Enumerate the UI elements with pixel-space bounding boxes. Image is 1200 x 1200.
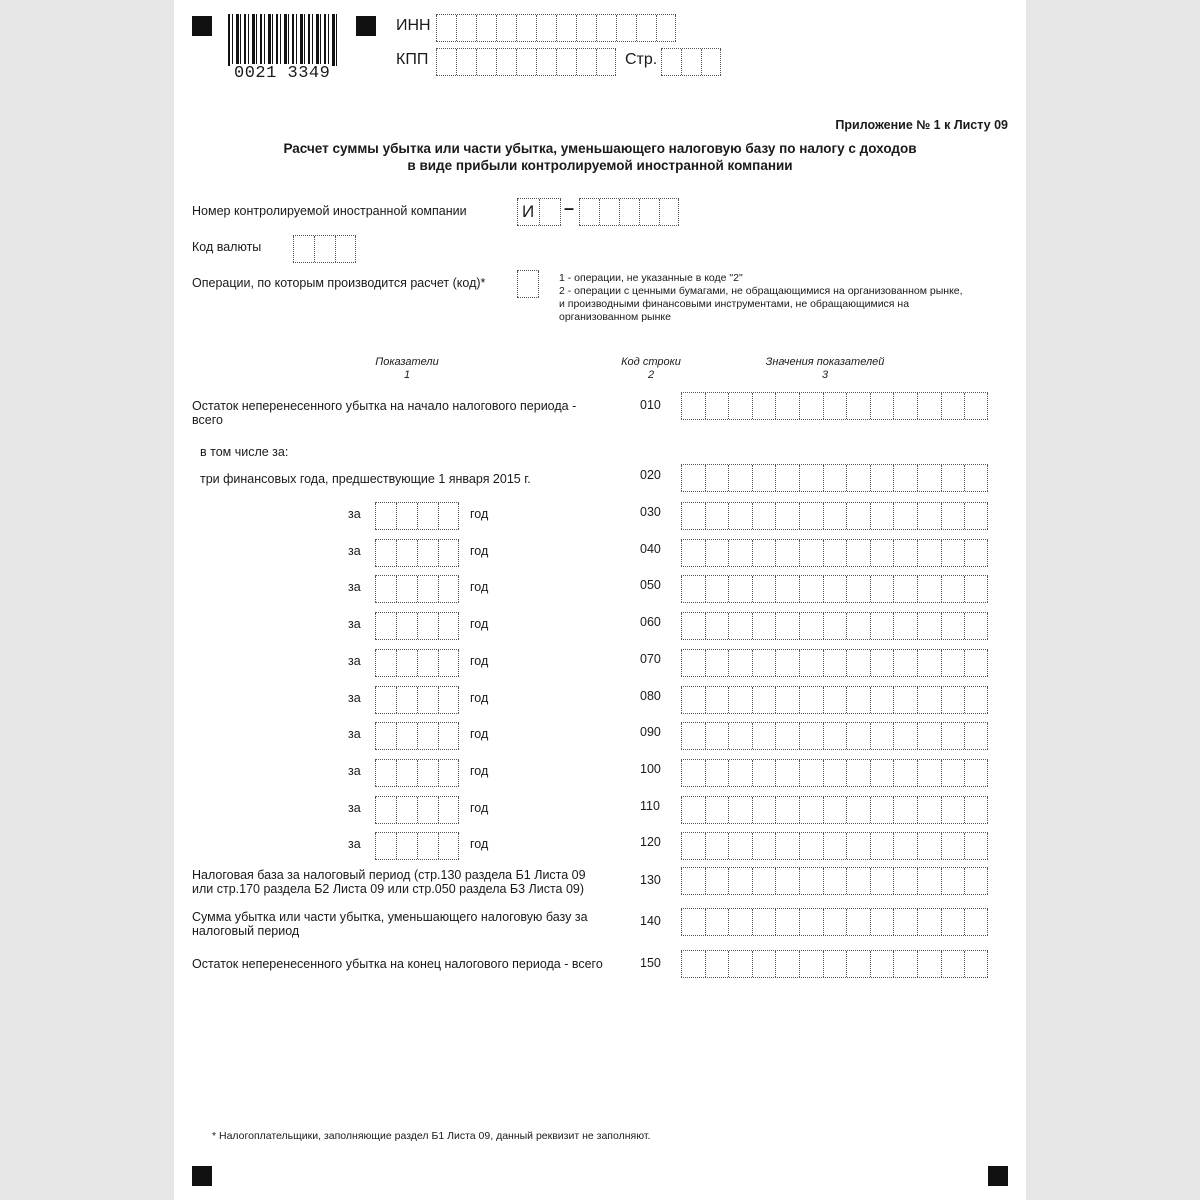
year-row-za-label: за <box>348 544 361 558</box>
year-row-za-label: за <box>348 691 361 705</box>
row-code-year: 110 <box>640 799 660 813</box>
column-line-code-number: 2 <box>647 369 655 381</box>
column-header-values <box>745 356 905 382</box>
year-row-za-label: за <box>348 507 361 521</box>
row-140-line-2: налоговый период <box>192 924 300 938</box>
kpp-label: КПП <box>396 51 429 68</box>
kpp-field[interactable] <box>436 48 616 76</box>
row-010-value-field[interactable] <box>681 392 988 420</box>
year-input-field[interactable] <box>375 686 459 714</box>
year-row-za-label: за <box>348 654 361 668</box>
company-number-label: Номер контролируемой иностранной компании <box>192 204 467 218</box>
operations-label: Операции, по которым производится расчет (код)* <box>192 276 486 290</box>
year-row-za-label: за <box>348 727 361 741</box>
year-row-god-label: год <box>470 801 489 815</box>
row-code-year: 040 <box>640 542 661 556</box>
row-code-020: 020 <box>640 468 661 482</box>
column-header-line-code <box>601 356 701 382</box>
footnote: * Налогоплательщики, заполняющие раздел Б1 Листа 09, данный реквизит не заполняют. <box>212 1130 651 1142</box>
row-130-value-field[interactable] <box>681 867 988 895</box>
row-010-line-2: всего <box>192 413 223 427</box>
year-row-god-label: год <box>470 764 489 778</box>
page-label: Стр. <box>625 51 658 68</box>
year-row-za-label: за <box>348 764 361 778</box>
year-row-value-field[interactable] <box>681 539 988 567</box>
column-header-indicators <box>337 356 477 382</box>
operations-code-field[interactable] <box>517 270 539 298</box>
row-010-line-1: Остаток неперенесенного убытка на начало налогового периода - <box>192 399 577 413</box>
corner-marker-bottom-left <box>192 1166 212 1186</box>
including-label: в том числе за: <box>200 445 289 459</box>
corner-marker-top-right <box>356 16 376 36</box>
row-code-year: 080 <box>640 689 661 703</box>
row-130-label <box>192 868 586 896</box>
row-code-year: 100 <box>640 762 661 776</box>
company-number-prefix-field[interactable] <box>517 198 561 226</box>
year-row-value-field[interactable] <box>681 686 988 714</box>
row-140-line-1: Сумма убытка или части убытка, уменьшающего налоговую базу за <box>192 910 588 924</box>
row-code-year: 120 <box>640 835 661 849</box>
corner-marker-top-left <box>192 16 212 36</box>
row-140-label <box>192 910 588 938</box>
row-130-line-2: или стр.170 раздела Б2 Листа 09 или стр.050 раздела Б3 Листа 09) <box>192 882 585 896</box>
company-number-dash: – <box>564 198 575 218</box>
row-code-year: 050 <box>640 578 661 592</box>
column-values-number: 3 <box>821 369 829 381</box>
year-input-field[interactable] <box>375 502 459 530</box>
company-prefix-letter: И <box>522 202 535 221</box>
year-row-za-label: за <box>348 801 361 815</box>
year-input-field[interactable] <box>375 796 459 824</box>
year-row-god-label: год <box>470 727 489 741</box>
form-title <box>230 140 970 174</box>
row-code-year: 070 <box>640 652 661 666</box>
year-row-value-field[interactable] <box>681 796 988 824</box>
barcode-number: 0021 3349 <box>234 64 331 83</box>
operations-note-2-line-2: и производными финансовыми инструментами, не обращающимися на <box>559 298 910 310</box>
year-row-value-field[interactable] <box>681 575 988 603</box>
barcode <box>228 14 340 82</box>
company-number-field[interactable] <box>579 198 679 226</box>
row-140-value-field[interactable] <box>681 908 988 936</box>
row-130-line-1: Налоговая база за налоговый период (стр.130 раздела Б1 Листа 09 <box>192 868 586 882</box>
year-row-god-label: год <box>470 507 489 521</box>
currency-label: Код валюты <box>192 240 262 254</box>
year-row-god-label: год <box>470 691 489 705</box>
year-row-god-label: год <box>470 544 489 558</box>
row-code-year: 060 <box>640 615 661 629</box>
column-indicators-title: Показатели <box>375 356 439 368</box>
row-150-value-field[interactable] <box>681 950 988 978</box>
year-input-field[interactable] <box>375 722 459 750</box>
year-row-value-field[interactable] <box>681 612 988 640</box>
year-input-field[interactable] <box>375 649 459 677</box>
column-indicators-number: 1 <box>403 369 411 381</box>
barcode-bars-icon <box>228 14 340 66</box>
year-row-za-label: за <box>348 837 361 851</box>
year-row-god-label: год <box>470 580 489 594</box>
corner-marker-bottom-right <box>988 1166 1008 1186</box>
row-code-year: 030 <box>640 505 661 519</box>
row-code-150: 150 <box>640 956 661 970</box>
year-row-value-field[interactable] <box>681 722 988 750</box>
column-values-title: Значения показателей <box>765 356 885 368</box>
row-code-010: 010 <box>640 398 661 412</box>
year-row-value-field[interactable] <box>681 649 988 677</box>
page-number-field[interactable] <box>661 48 721 76</box>
row-020-label: три финансовых года, предшествующие 1 января 2015 г. <box>200 472 531 486</box>
year-row-za-label: за <box>348 617 361 631</box>
operations-note-2-line-1: 2 - операции с ценными бумагами, не обращающимися на организованном рынке, <box>559 285 963 297</box>
column-line-code-title: Код строки <box>621 356 681 368</box>
year-row-value-field[interactable] <box>681 759 988 787</box>
year-row-value-field[interactable] <box>681 502 988 530</box>
row-010-label <box>192 399 576 427</box>
inn-label: ИНН <box>396 17 431 34</box>
row-code-130: 130 <box>640 873 661 887</box>
year-input-field[interactable] <box>375 832 459 860</box>
year-row-god-label: год <box>470 837 489 851</box>
row-code-year: 090 <box>640 725 661 739</box>
appendix-label: Приложение № 1 к Листу 09 <box>835 118 1008 132</box>
year-row-god-label: год <box>470 617 489 631</box>
title-line-1: Расчет суммы убытка или части убытка, уменьшающего налоговую базу по налогу с доходов <box>283 141 917 156</box>
row-020-value-field[interactable] <box>681 464 988 492</box>
inn-field[interactable] <box>436 14 676 42</box>
year-input-field[interactable] <box>375 575 459 603</box>
title-line-2: в виде прибыли контролируемой иностранной компании <box>407 158 793 173</box>
year-row-za-label: за <box>348 580 361 594</box>
year-input-field[interactable] <box>375 612 459 640</box>
operations-note-2-line-3: организованном рынке <box>559 311 671 323</box>
year-row-value-field[interactable] <box>681 832 988 860</box>
currency-code-field[interactable] <box>293 235 356 263</box>
year-input-field[interactable] <box>375 759 459 787</box>
row-150-label: Остаток неперенесенного убытка на конец налогового периода - всего <box>192 957 603 971</box>
year-input-field[interactable] <box>375 539 459 567</box>
year-row-god-label: год <box>470 654 489 668</box>
operations-notes <box>559 272 1009 324</box>
row-code-140: 140 <box>640 914 661 928</box>
operations-note-1: 1 - операции, не указанные в коде "2" <box>559 272 743 284</box>
